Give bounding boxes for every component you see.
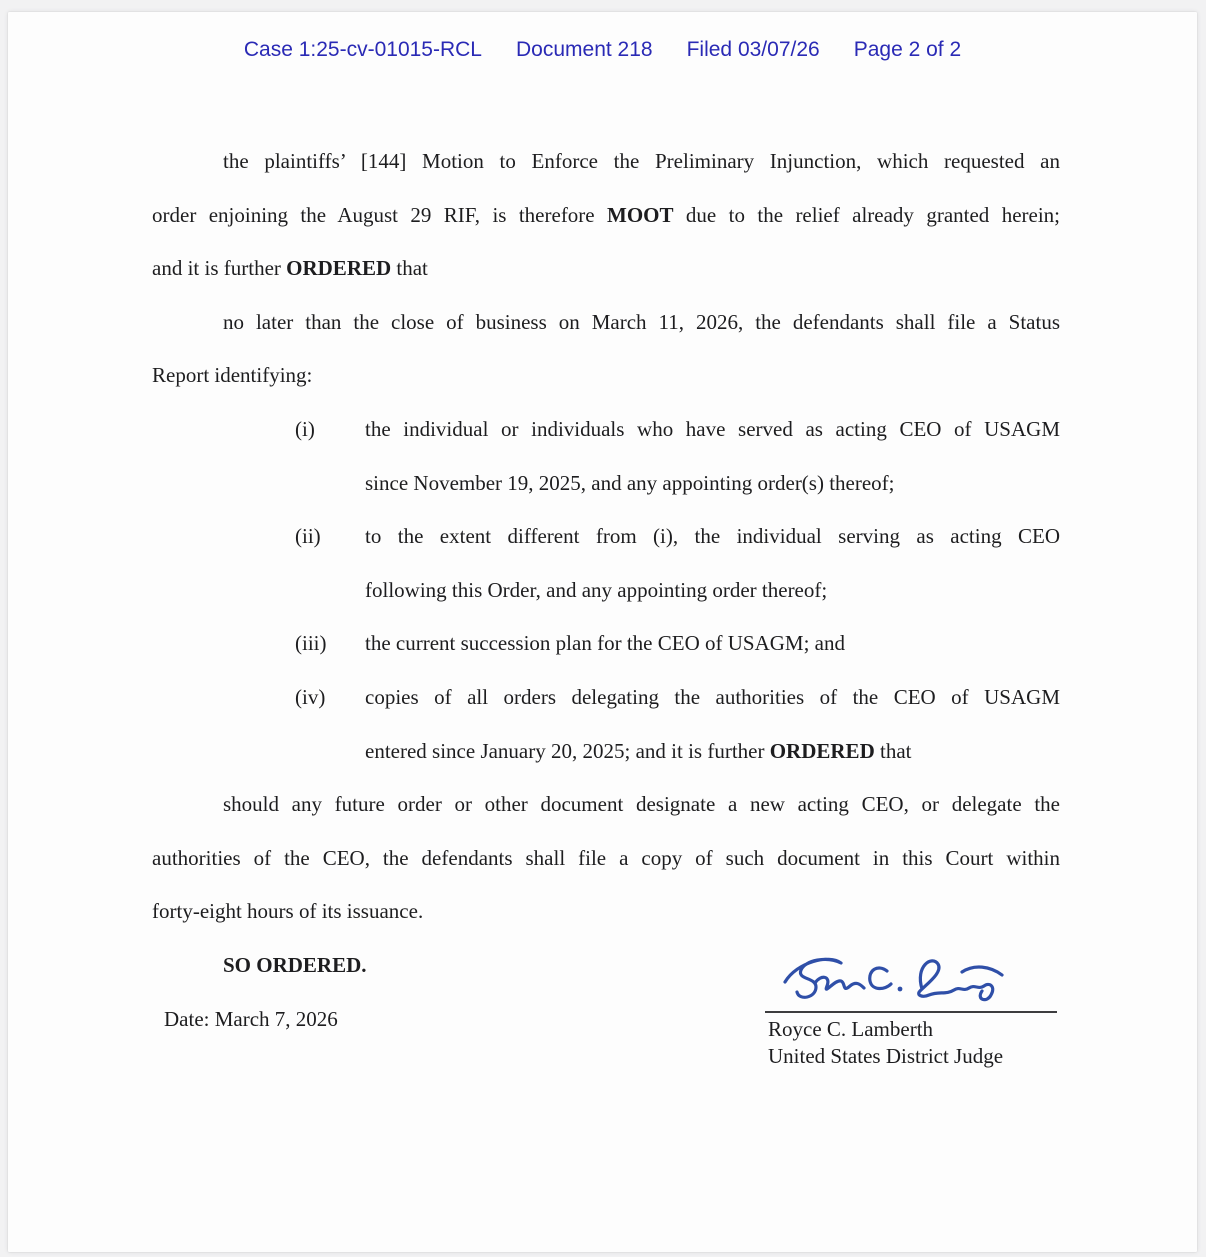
order-paragraph — [152, 778, 1060, 939]
list-item-marker: (ii) — [295, 524, 321, 549]
list-item-marker: (iii) — [295, 631, 327, 656]
date-line: Date: March 7, 2026 — [164, 1006, 338, 1031]
text-line: authorities of the CEO, the defendants shall file a copy of such document in this Court within — [152, 845, 1060, 870]
docket-filed-date: Filed 03/07/26 — [686, 38, 820, 61]
list-item-marker: (i) — [295, 416, 315, 441]
text-line: the individual or individuals who have served as acting CEO of USAGM — [365, 416, 1060, 441]
order-paragraph — [152, 135, 1060, 296]
order-list-item — [152, 617, 1060, 671]
judge-signature-ink — [775, 950, 1005, 1012]
document-page — [8, 12, 1197, 1252]
list-item-marker: (iv) — [295, 684, 326, 709]
docket-case-number: Case 1:25-cv-01015-RCL — [243, 38, 482, 61]
docket-document-number: Document 218 — [516, 38, 653, 61]
docket-header — [8, 38, 1197, 62]
text-line: since November 19, 2025, and any appointing order(s) thereof; — [365, 470, 895, 495]
text-line: no later than the close of business on March 11, 2026, the defendants shall file a Status — [223, 309, 1060, 334]
signature-line — [765, 1011, 1057, 1013]
so-ordered-text: SO ORDERED. — [223, 952, 367, 977]
order-list-item — [152, 403, 1060, 510]
signature-typed-block — [768, 1016, 1003, 1070]
judge-title: United States District Judge — [768, 1044, 1004, 1068]
text-line: to the extent different from (i), the individual serving as acting CEO — [365, 524, 1060, 549]
order-paragraphs — [152, 135, 1060, 939]
text-line: the plaintiffs’ [144] Motion to Enforce the Preliminary Injunction, which requested an — [223, 149, 1060, 173]
text-line: Report identifying: — [152, 363, 313, 388]
text-line: copies of all orders delegating the authorities of the CEO of USAGM — [365, 684, 1060, 709]
docket-page-number: Page 2 of 2 — [853, 38, 962, 61]
order-list-item — [152, 671, 1060, 778]
order-body — [152, 135, 1060, 1046]
text-line: the current succession plan for the CEO of USAGM; and — [365, 631, 845, 656]
text-line: should any future order or other document designate a new acting CEO, or delegate the — [223, 792, 1060, 817]
text-line: order enjoining the August 29 RIF, is therefore MOOT due to the relief already granted herein; — [152, 202, 1060, 227]
text-line: and it is further ORDERED that — [152, 256, 428, 281]
text-line: forty-eight hours of its issuance. — [152, 899, 424, 924]
text-line: entered since January 20, 2025; and it is further ORDERED that — [365, 738, 912, 763]
text-line: following this Order, and any appointing order thereof; — [365, 577, 828, 602]
order-paragraph — [152, 296, 1060, 403]
judge-name: Royce C. Lamberth — [768, 1017, 934, 1041]
order-list-item — [152, 510, 1060, 617]
